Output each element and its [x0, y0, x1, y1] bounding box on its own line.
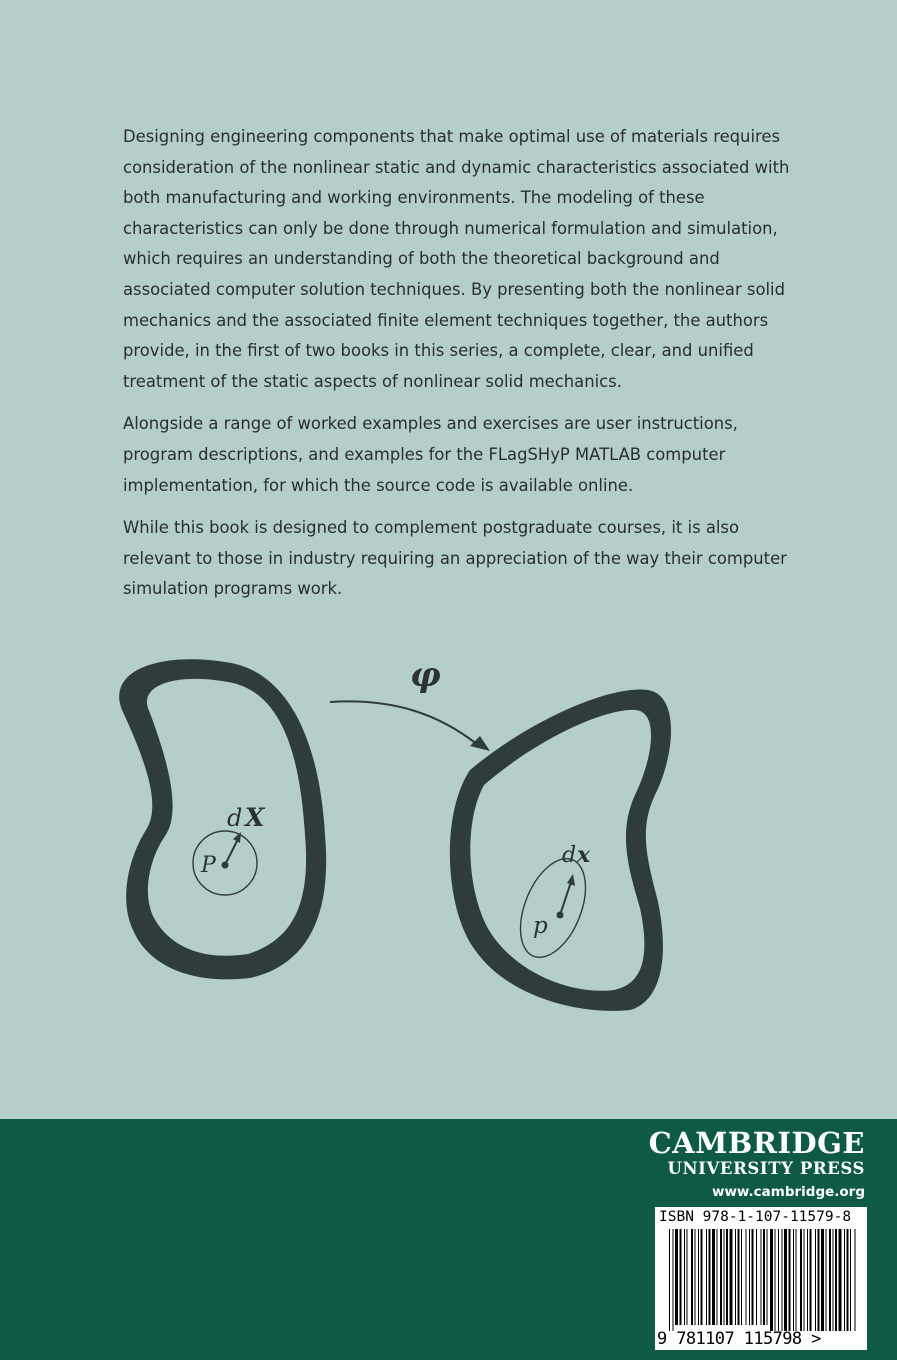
barcode-digits: 9 781107 115798 >: [657, 1329, 821, 1349]
barcode-bar: [833, 1229, 834, 1331]
barcode-bar: [829, 1229, 831, 1331]
material-vector-d: d: [227, 804, 243, 832]
barcode-bar: [752, 1229, 754, 1325]
spatial-point-label: p: [533, 913, 548, 939]
barcode-bar: [767, 1229, 768, 1325]
barcode-bar: [778, 1229, 779, 1331]
spatial-vector-d: d: [562, 843, 577, 868]
barcode-bar: [810, 1229, 812, 1331]
barcode-bar: [815, 1229, 816, 1331]
barcode-bar: [730, 1229, 733, 1325]
spatial-body-outline: [450, 690, 671, 1011]
barcode-bar: [826, 1229, 827, 1331]
barcode-bar: [712, 1229, 715, 1325]
deformation-diagram: [0, 640, 897, 1110]
mapping-arrowhead-icon: [470, 736, 490, 751]
material-vector: [225, 839, 238, 865]
publisher-url[interactable]: www.cambridge.org: [711, 1184, 865, 1200]
barcode-bar: [706, 1229, 707, 1325]
barcode-bar: [796, 1229, 797, 1331]
barcode-bar: [687, 1229, 688, 1325]
isbn-barcode-panel: [655, 1207, 867, 1350]
barcode-bar: [789, 1229, 791, 1331]
barcode-bar: [775, 1229, 776, 1331]
publisher-press: UNIVERSITY PRESS: [667, 1159, 865, 1178]
material-vector-X: X: [245, 803, 265, 832]
barcode-bar: [784, 1229, 787, 1331]
blurb-paragraph-3: While this book is designed to complement postgraduate courses, it is also relevant to those in industry requiring an appreciation of the way their computer simulation programs work.: [123, 518, 787, 599]
barcode-bar: [835, 1229, 837, 1331]
barcode-bar: [746, 1229, 747, 1325]
barcode-bar: [793, 1229, 794, 1331]
isbn-text: ISBN 978-1-107-11579-8: [659, 1209, 852, 1225]
barcode-bar: [770, 1229, 773, 1331]
barcode-bar: [839, 1229, 842, 1331]
barcode-bar: [844, 1229, 845, 1331]
barcode-bar: [698, 1229, 699, 1325]
barcode-bar: [709, 1229, 711, 1325]
blurb-paragraph-2: Alongside a range of worked examples and exercises are user instructions, program descriptions, and examples for the FLagSHyP MATLAB computer implementation, for which the source code is available online.: [123, 414, 738, 495]
barcode-bar: [800, 1229, 802, 1331]
publisher-band: [0, 1119, 897, 1360]
barcode-bar: [756, 1229, 757, 1325]
spatial-vector-arrowhead-icon: [567, 874, 575, 886]
barcode-bar: [749, 1229, 750, 1325]
barcode-bar: [855, 1229, 856, 1331]
mapping-arrow: [330, 701, 478, 745]
blurb-paragraph-1: Designing engineering components that make optimal use of materials requires consideration of the nonlinear static and dynamic characteristics associated with both manufacturing and working environments. The modeling of these characteristics can only be done through numerical formulation and simulation, which requires an understanding of both the theoretical background and associated computer solution techniques. By presenting both the nonlinear solid mechanics and the associated finite element techniques together, the authors provide, in the first of two books in this series, a complete, clear, and unified treatment of the static aspects of nonlinear solid mechanics.: [123, 127, 790, 391]
spatial-vector: [560, 882, 571, 915]
barcode-bar: [850, 1229, 851, 1331]
barcode-bar: [847, 1229, 849, 1331]
barcode-bar: [684, 1229, 685, 1325]
barcode-bar: [818, 1229, 820, 1331]
barcode-bar: [726, 1229, 728, 1325]
barcode-bar: [724, 1229, 725, 1325]
barcode-bar: [804, 1229, 805, 1331]
barcode-bar: [673, 1229, 674, 1331]
barcode-bar: [720, 1229, 722, 1325]
barcode-bar: [701, 1229, 703, 1325]
barcode-bar: [807, 1229, 808, 1331]
barcode-bar: [680, 1229, 682, 1325]
material-body-outline: [119, 659, 326, 979]
barcode-bar: [717, 1229, 718, 1325]
publisher-name: CAMBRIDGE: [648, 1126, 865, 1160]
material-point-label: P: [201, 853, 216, 878]
back-cover-blurb: [123, 122, 803, 617]
barcode-bar: [738, 1229, 740, 1325]
publisher-logo: [649, 1127, 865, 1200]
barcode-bar: [782, 1229, 783, 1331]
barcode-bar: [669, 1229, 670, 1331]
barcode-bar: [675, 1229, 678, 1325]
barcode-bar: [761, 1229, 762, 1325]
spatial-vector-x: x: [577, 842, 591, 868]
mapping-label: φ: [410, 655, 441, 695]
barcode-bar: [821, 1229, 824, 1331]
barcode-bar: [763, 1229, 765, 1325]
barcode-bar: [695, 1229, 696, 1325]
barcode-bar: [741, 1229, 742, 1325]
barcode-bar: [735, 1229, 736, 1325]
barcode-bar: [691, 1229, 693, 1325]
